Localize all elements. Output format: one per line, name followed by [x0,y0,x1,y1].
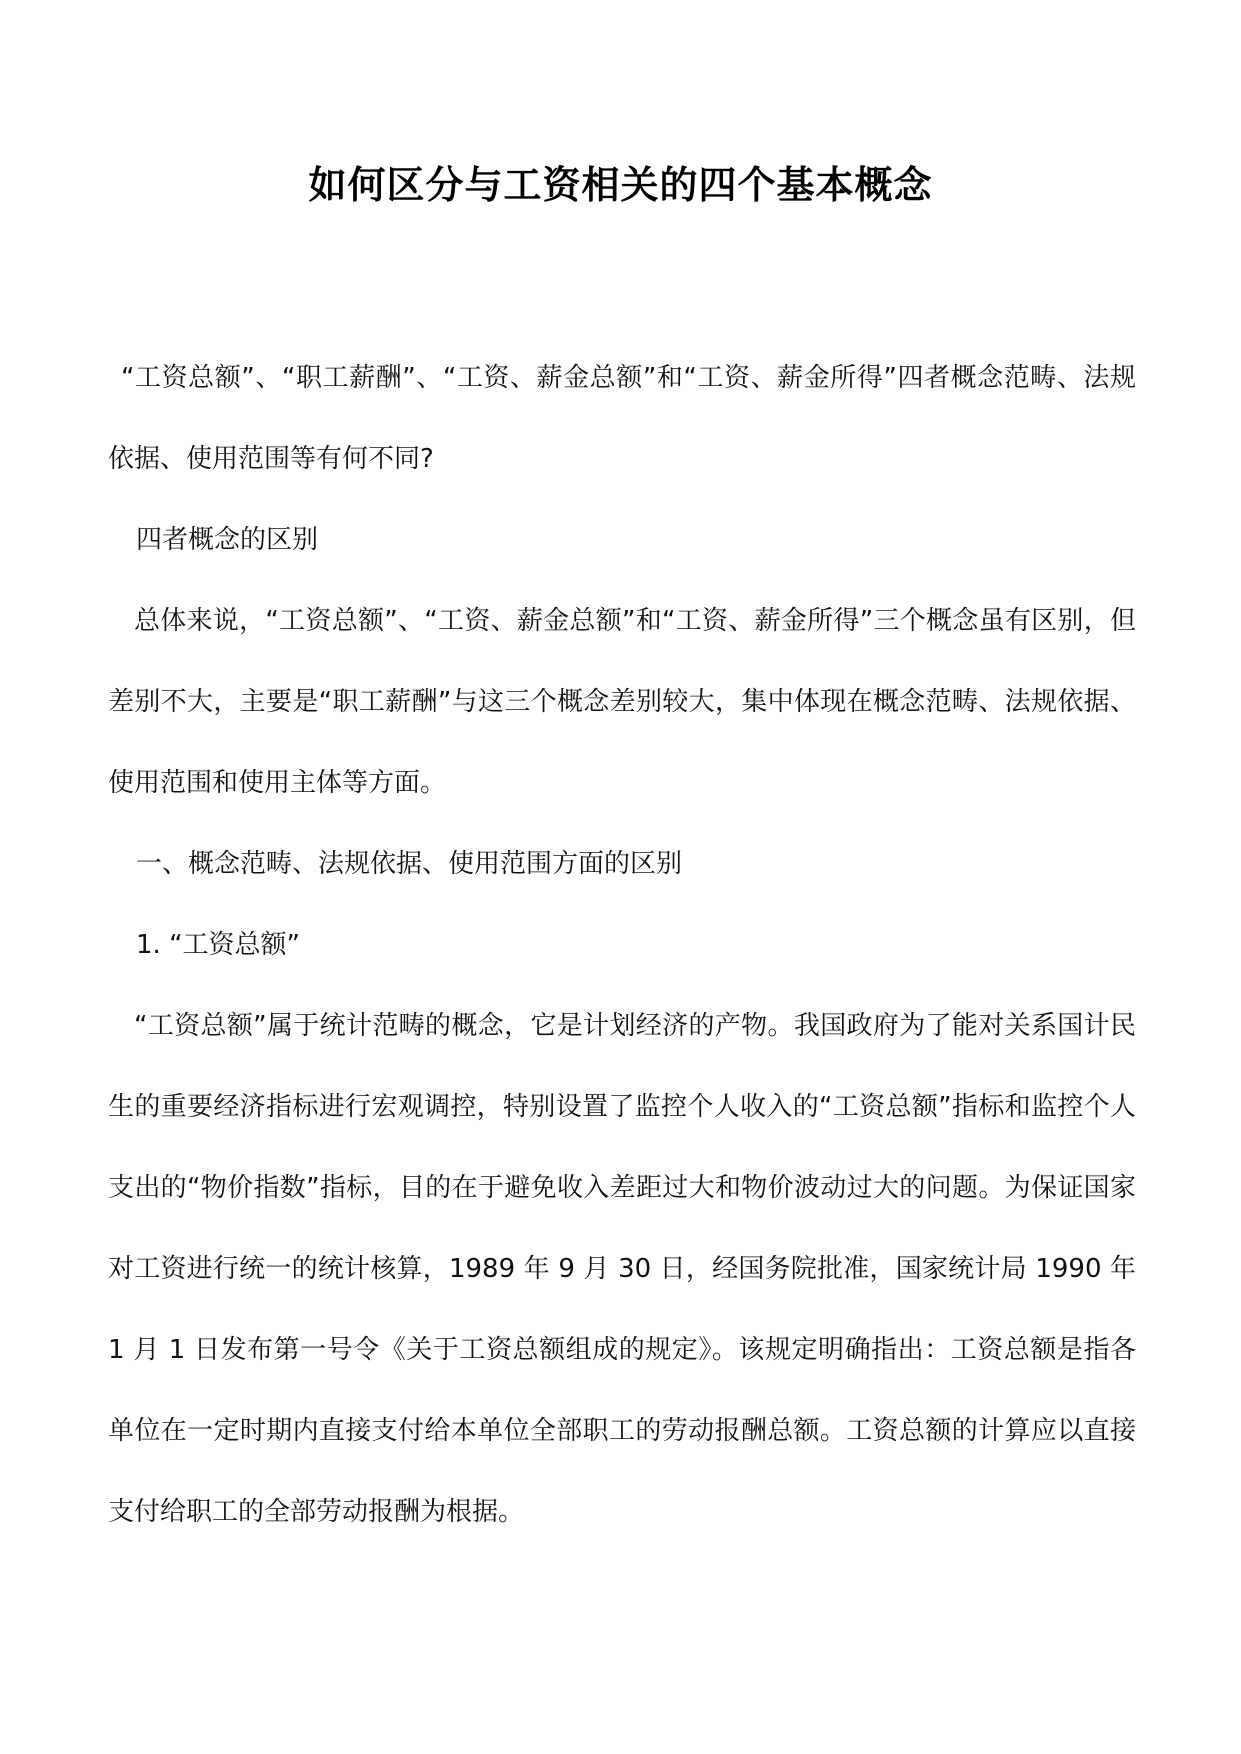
item-heading: 1. “工资总额” [136,930,301,960]
document-title: 如何区分与工资相关的四个基本概念 [308,162,933,207]
question-paragraph: “工资总额”、“职工薪酬”、“工资、薪金总额”和“工资、薪金所得”四者概念范畴、法规依据、使用范围等有何不同? [108,363,1136,474]
summary-paragraph: 总体来说，“工资总额”、“工资、薪金总额”和“工资、薪金所得”三个概念虽有区别，但差别不大，主要是“职工薪酬”与这三个概念差别较大，集中体现在概念范畴、法规依据、使用范围和使用主体等方面。 [108,606,1136,798]
document-body [108,338,1136,1553]
section-heading: 四者概念的区别 [136,525,319,555]
body-paragraph: “工资总额”属于统计范畴的概念，它是计划经济的产物。我国政府为了能对关系国计民生的重要经济指标进行宏观调控，特别设置了监控个人收入的“工资总额”指标和监控个人支出的“物价指数”指标，目的在于避免收入差距过大和物价波动过大的问题。为保证国家对工资进行统一的统计核算，1989 年 9 月 30 日，经国务院批准，国家统计局 1990 年 1 月 1 日发布第一号令《关于工资总额组成的规定》。该规定明确指出：工资总额是指各单位在一定时期内直接支付给本单位全部职工的劳动报酬总额。工资总额的计算应以直接支付给职工的全部劳动报酬为根据。 [108,1011,1136,1527]
subsection-heading: 一、概念范畴、法规依据、使用范围方面的区别 [136,849,683,879]
